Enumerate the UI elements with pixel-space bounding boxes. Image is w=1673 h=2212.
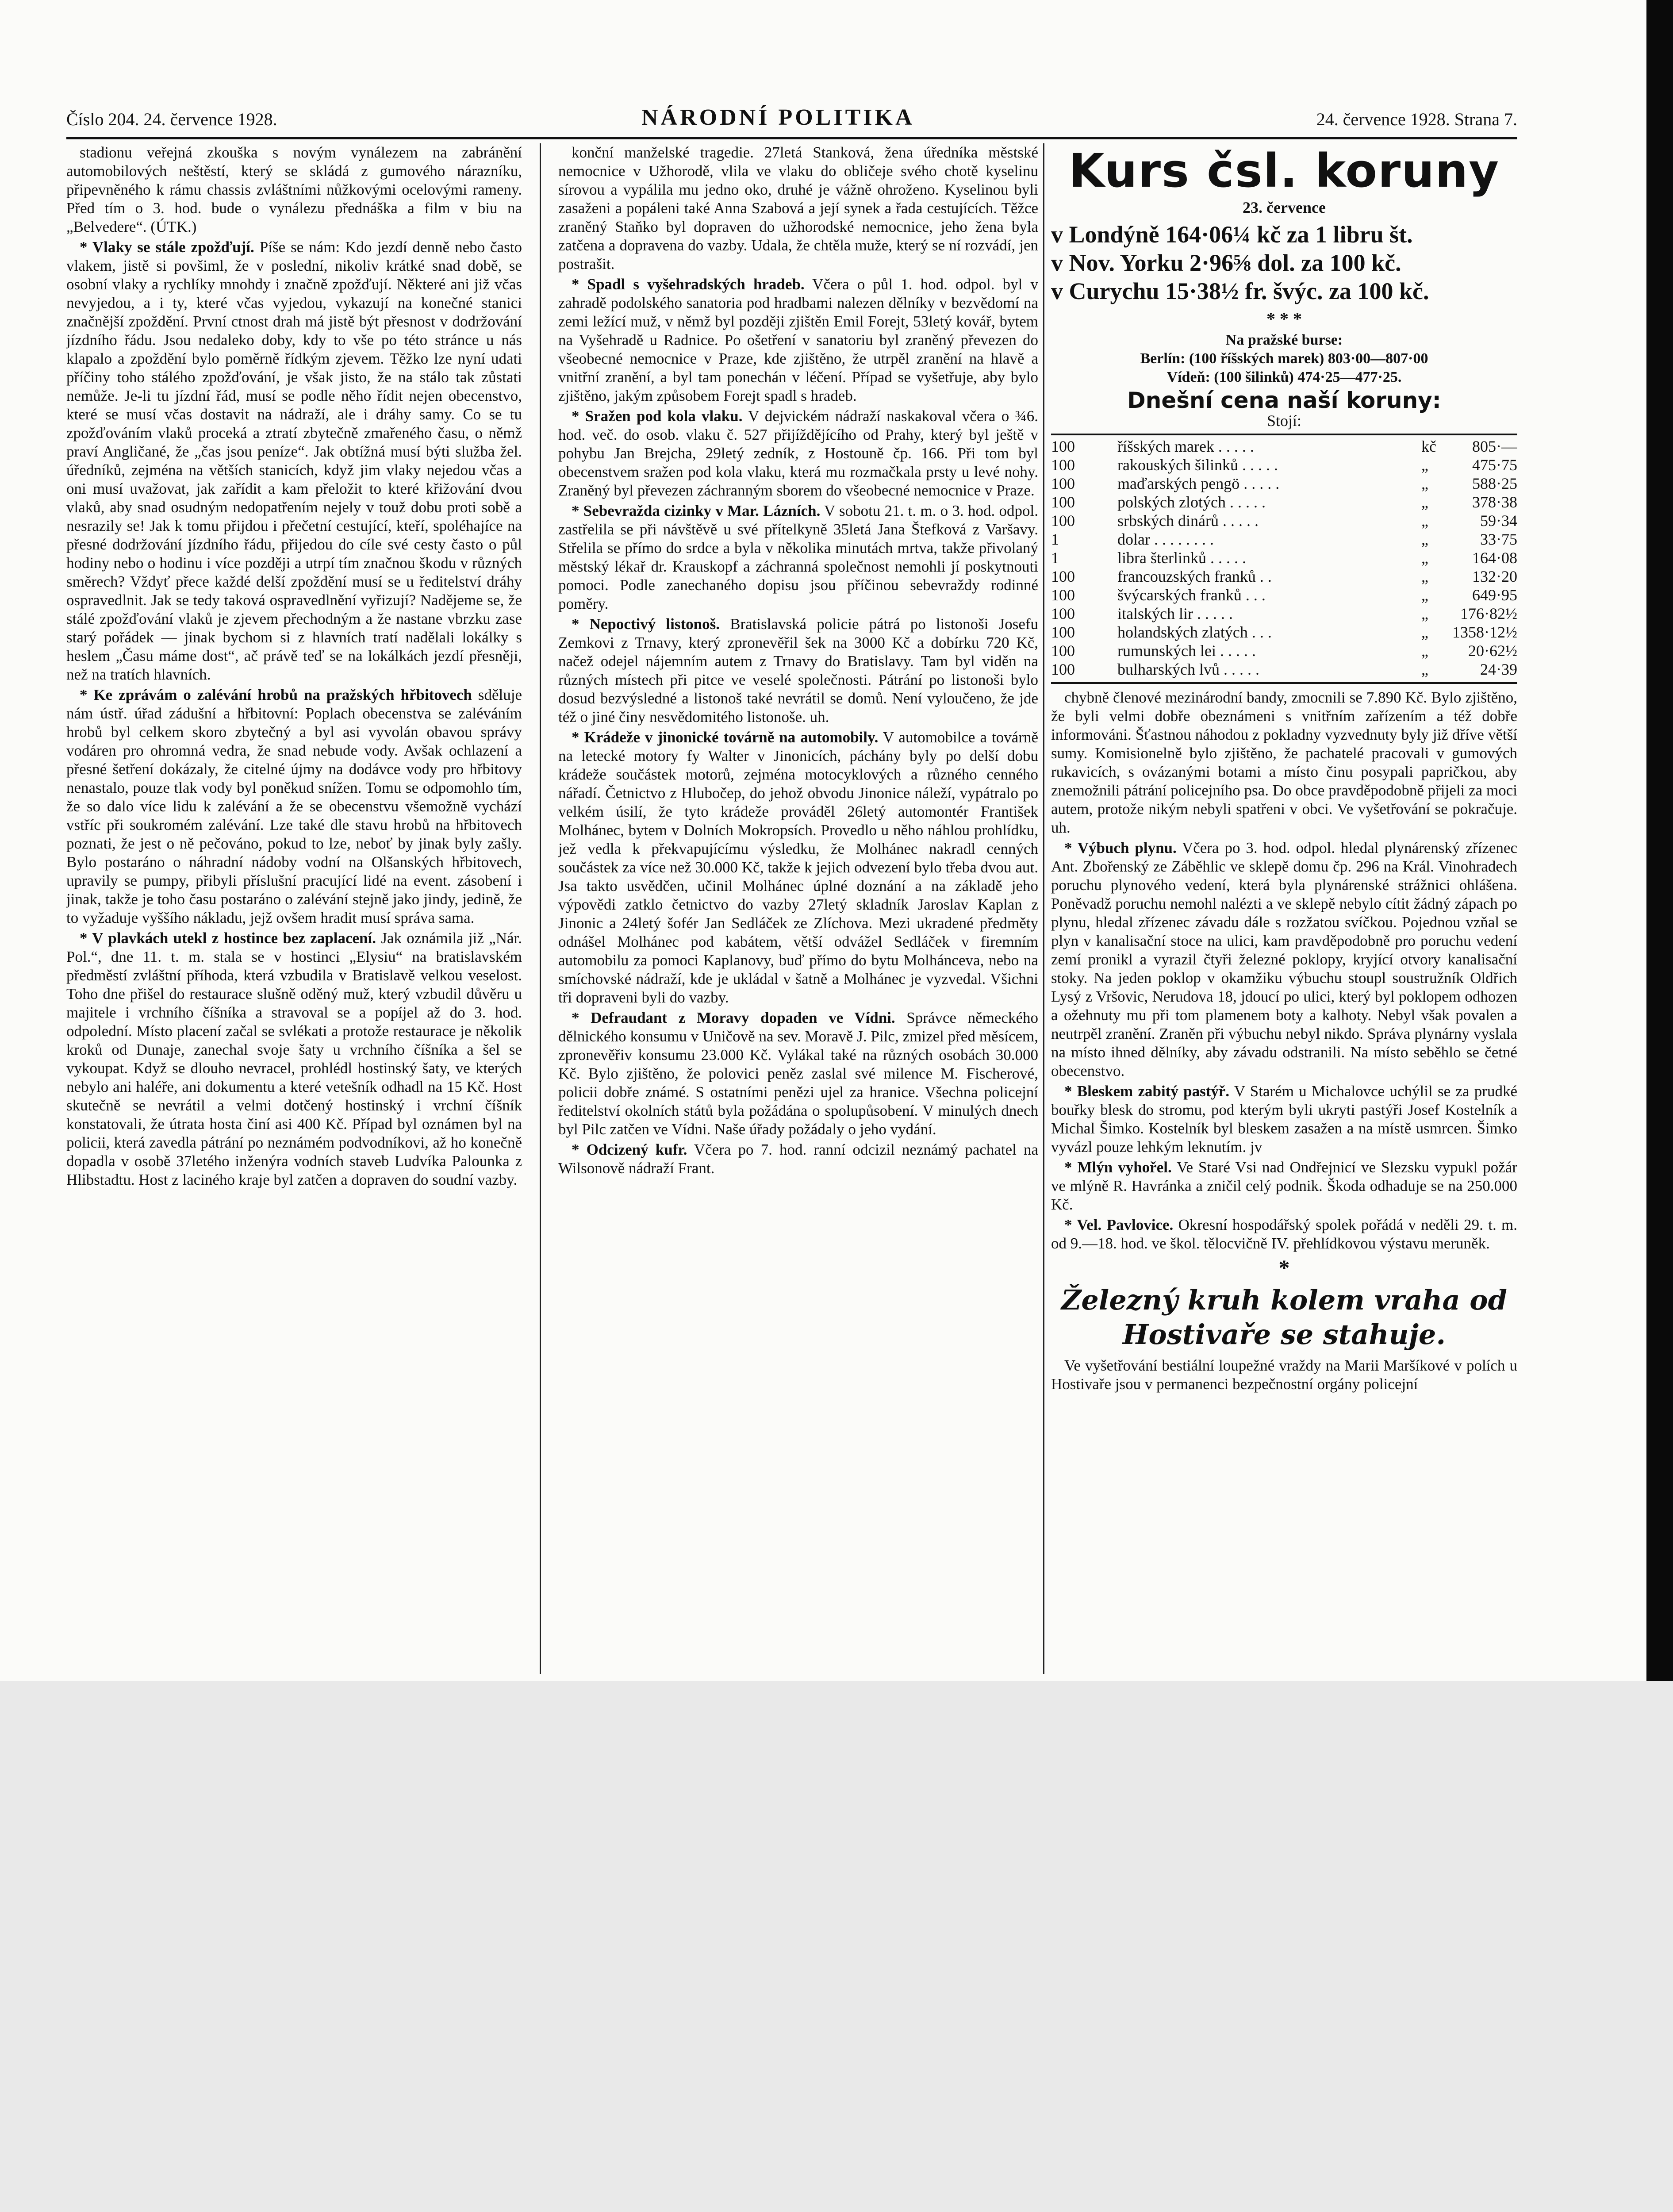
rate-amount: 100 <box>1051 568 1075 585</box>
rate-currency: dolar . . . . . . . . <box>1117 530 1214 548</box>
rate-currency: rumunských lei . . . . . <box>1117 642 1256 660</box>
rate-unit: „ <box>1421 512 1428 530</box>
article-paragraph: * Mlýn vyhořel. Ve Staré Vsi nad Ondřejnicí ve Slezsku vypukl požár ve mlýně R. Havránka a zničil celý podnik. Škoda odhaduje se na 250.000 Kč. <box>1051 1159 1517 1213</box>
rate-row <box>1051 623 1517 641</box>
column-left <box>66 143 522 1674</box>
rate-unit: „ <box>1421 605 1428 622</box>
article-paragraph: * Odcizený kufr. Včera po 7. hod. ranní odcizil neznámý pachatel na Wilsonově nádraží Frant. <box>558 1141 1038 1177</box>
column-divider <box>1043 143 1044 1674</box>
article-paragraph: konční manželské tragedie. 27letá Stanková, žena úředníka městské nemocnice v Užhorodě, vlila ve vlaku do obličeje svého chotě kyselinu sírovou a vypálila mu jedno oko, druhé je vážně ohroženo. Kyselinou byli zasaženi a popáleni také Anna Szabová a její synek a řada cestujících. Těžce zraněný Staňko byl dopraven do užhorodské nemocnice, jeho žena byla zatčena a dopravena do vazby. Udala, že chtěla muže, který se ní rozvádí, jen postrašit. <box>558 144 1038 273</box>
rate-unit: „ <box>1421 586 1428 604</box>
rate-currency: srbských dinárů . . . . . <box>1117 512 1259 530</box>
bourse-berlin: Berlín: (100 říšských marek) 803·00—807·00 <box>1140 350 1428 367</box>
rate-currency: maďarských pengö . . . . . <box>1117 475 1280 492</box>
rate-row <box>1051 660 1517 679</box>
rate-currency: francouzských franků . . <box>1117 568 1272 585</box>
rate-row <box>1051 604 1517 623</box>
rate-unit: „ <box>1421 623 1428 641</box>
rate-unit: „ <box>1421 475 1428 492</box>
article-paragraph: stadionu veřejná zkouška s novým vynálezem na zabránění automobilových neštěstí, který se skládá z gumového nárazníku, připevněného k rámu chassis zvláštními nůžkovými ocelovými rameny. Před tím o 3. hod. bude o vynálezu přednáška a film v biu na „Belvedere“. (ÚTK.) <box>66 144 522 235</box>
rate-value: 588·25 <box>1472 475 1517 492</box>
rate-currency: rakouských šilinků . . . . . <box>1117 456 1278 474</box>
article-paragraph: * Výbuch plynu. Včera po 3. hod. odpol. hledal plynárenský zřízenec Ant. Zbořenský ze Záběhlic ve sklepě domu čp. 296 na Král. Vinohradech poruchu plynového vedení, která byla plynárenské strážnici ohlášena. Poněvadž poruchu nemohl nalézti a ve sklepě nebylo cítit žádný zápach po plynu, hledal zřízenec závadu dále s rozžatou svíčkou. Pojednou vzňal se plyn v kanalisační stoce na ulici, kam pravděpodobně pro poruchu vedení zemí pronikl a vyrazil čtyři železné poklopy, kryjící otvory kanalisační stoky. Na jeden poklop v okamžiku výbuchu stoupl soustružník Oldřich Lysý z Vršovic, Nerudova 18, jdoucí po ulici, který byl poklopem odhozen a ožehnuty mu při tom plamenem boty a kalhoty. Nebyl však povalen a neutrpěl zranění. Zraněn při výbuchu nebyl nikdo. Správa plynárny vyslala na místo ihned dělníky, aby závadu odstranili. Na místo seběhlo se četné obecenstvo. <box>1051 839 1517 1079</box>
rate-currency: holandských zlatých . . . <box>1117 623 1272 641</box>
rate-amount: 100 <box>1051 623 1075 641</box>
column-divider <box>540 143 541 1674</box>
rate-row <box>1051 437 1517 456</box>
article-paragraph: * Nepoctivý listonoš. Bratislavská policie pátrá po listonoši Josefu Zemkovi z Trnavy, který zpronevěřil šek na 3000 Kč a dobírku 720 Kč, načež odejel nájemním autem z Trnavy do Bratislavy. Tam byl viděn na různých místech při pitce ve veselé společnosti. Pátrání po listonoši bylo dosud bezvýsledné a listonoš také nevrátil se domů. Není vyloučeno, že jde též o jiné činy nesvědomitého listonoše. uh. <box>558 615 1038 726</box>
rate-new-york: v Nov. Yorku 2·96⅝ dol. za 100 kč. <box>1051 250 1401 276</box>
rate-value: 24·39 <box>1480 661 1517 678</box>
costs-label: Stojí: <box>1266 412 1302 430</box>
article-paragraph: * Spadl s vyšehradských hradeb. Včera o půl 1. hod. odpol. byl v zahradě podolského sanatoria pod hradbami nalezen dělníky v bezvědomí na zemi ležící muž, v němž byl později zjištěn Emil Forejt, 53letý kovář, bytem na Vyšehradě u Radnice. Po ošetření v sanatoriu byl zraněný převezen do všeobecné nemocnice v Praze, kde zjištěno, že utrpěl zranění na hlavě a vnitřní zranění, a byl tam ponechán v léčení. Případ se vyšetřuje, aby bylo zjištěno, jakým způsobem Forejt spadl s hradeb. <box>558 276 1038 404</box>
rate-value: 132·20 <box>1472 568 1517 585</box>
rate-unit: „ <box>1421 568 1428 585</box>
rate-value: 378·38 <box>1472 493 1517 511</box>
rate-value: 1358·12½ <box>1452 623 1517 641</box>
rate-amount: 100 <box>1051 642 1075 660</box>
article-headline: Železný kruh kolem vraha od Hostivaře se stahuje. <box>1061 1284 1507 1351</box>
rate-currency: říšských marek . . . . . <box>1117 438 1254 455</box>
rate-value: 649·95 <box>1472 586 1517 604</box>
rate-unit: „ <box>1421 530 1428 548</box>
rates-table-box <box>1051 434 1517 684</box>
rates-table <box>1051 437 1517 679</box>
rate-unit: „ <box>1421 661 1428 678</box>
page-header <box>66 104 1517 135</box>
rate-value: 20·62½ <box>1468 642 1517 660</box>
article-paragraph: * Krádeže v jinonické továrně na automobily. V automobilce a továrně na letecké motory fy Walter v Jinonicích, páchány byly po delší dobu krádeže součástek motorů, zejména motocyklových a různého cenného nářadí. Četnictvo z Hlubočep, do jehož obvodu Jinonice náleží, vypátralo po velkém úsilí, že tyto krádeže prováděl 26letý automontér František Molhánec, bytem v Dolních Mokropsích. Provedlo u něho náhlou prohlídku, jež vedla k překvapujícímu výsledku, že Molhánec nakradl cenných součástek za více než 30.000 Kč, takže k jejich odvezení bylo třeba dvou aut. Jsa takto usvědčen, učinil Molhánec úplné doznání a na základě jeho výpovědi zatklo četnictvo do vazby 27letý skladník Jaroslav Kaplan z Jinonic a 24letý šofér Jan Sedláček ze Zlíchova. Mezi ukradené předměty odnášel Molhánec pod kabátem, větší odvážel Sedláček v firemním automobilu za pomoci Kaplanovy, buď přímo do bytu Molhánceva, nebo na smíchovské nádraží, kde je ukládal v šatně a Molhánec je vyzvedal. Všichni tři dopraveni byli do vazby. <box>558 729 1038 1006</box>
rate-unit: „ <box>1421 549 1428 567</box>
rate-unit: „ <box>1421 642 1428 660</box>
rate-value: 475·75 <box>1472 456 1517 474</box>
article-paragraph: * Sebevražda cizinky v Mar. Lázních. V sobotu 21. t. m. o 3. hod. odpol. zastřelila se při návštěvě u své přítelkyně 35letá Jana Štefková z Varšavy. Střelila se přímo do srdce a byla v několika minutách mrtva, takže přivolaný městský lékař dr. Krauskopf a záchranná společnost nemohli jí poskytnouti pomoci. Podle zanechaného dopisu jsou příčinou sebevraždy rodinné poměry. <box>558 502 1038 612</box>
rate-currency: polských zlotých . . . . . <box>1117 493 1266 511</box>
rate-value: 164·08 <box>1472 549 1517 567</box>
rate-row <box>1051 456 1517 474</box>
bourse-heading: Na pražské burse: <box>1225 332 1343 348</box>
rate-currency: libra šterlinků . . . . . <box>1117 549 1246 567</box>
rate-currency: švýcarských franků . . . <box>1117 586 1266 604</box>
rate-amount: 100 <box>1051 438 1075 455</box>
rate-london: v Londýně 164·06¼ kč za 1 libru št. <box>1051 221 1413 248</box>
rate-value: 33·75 <box>1480 530 1517 548</box>
rate-row <box>1051 586 1517 604</box>
rate-row <box>1051 493 1517 511</box>
rate-amount: 100 <box>1051 512 1075 530</box>
rate-amount: 100 <box>1051 475 1075 492</box>
article-paragraph: * Vlaky se stále zpožďují. Píše se nám: Kdo jezdí denně nebo často vlakem, jistě si povšiml, že v poslední, nikoliv krátké snad době, se osobní vlaky a rychlíky mnohdy i značně zpožďují. Některé ani již včas nevyjedou, a i ty, které včas vyjedou, vykazují na konečné stanici značnější zpoždění. První ctnost drah má jistě být přesnost v dodržování jízdního řádu. Jsou nedaleko doby, kdy to vše po této stránce u nás klapalo a zpoždění bylo poměrně řídkým zjevem. Těžko lze nyní udati příčiny toho stálého zpožďování, je však jisto, že na stálo tak zůstati nemůže. Je-li tu jízdní řád, musí se podle něho řídit nejen obecenstvo, které se musí včas dostavit na nádraží, ale i dráhy samy. Co se tu zpožďováním vlaků proceká a ztratí zbytečně zmařeného času, o němž praví Angličané, že „čas jsou peníze“. Jak obtížná musí býti služba žel. úředníků, zejména na větších stanicích, když jim vlaky nejedou včas a oni musí uvažovat, jak zařídit a kam přeložit to které křižování dvou vlaků, aby snad osudným nedopatřením nejely v touž dobu proti sobě a nesrazily se! Jak k tomu přijdou i přečetní cestující, kteří, spoléhajíce na přesné dodržování jízdního řádu, přijedou do cíle své cesty často o půl hodiny nebo o hodinu i více později a utrpí tím značnou škodu v různých směrech? Vždyť přece každé delší zpoždění musí se u ředitelství dráhy ospravedlnit. Jak se tedy taková ospravedlnění vyřizují? Nadějeme se, že stálé zpožďování vlaků je zjevem přechodným a že nastane vbrzku zase starý pořádek — jinak bychom si z hlavních tratí nadělali lokálky s heslem „Času máme dost“, ač právě teď se na lokálkách jezdí přesněji, než na tratích hlavních. <box>66 238 522 683</box>
rate-amount: 1 <box>1051 549 1059 567</box>
currency-title: Kurs čsl. koruny <box>1068 144 1500 198</box>
rate-row <box>1051 567 1517 586</box>
masthead-title: NÁRODNÍ POLITIKA <box>641 105 915 130</box>
separator-stars: * * * <box>1266 309 1302 329</box>
article-paragraph: Ve vyšetřování bestiální loupežné vraždy na Marii Maršíkové v polích u Hostivaře jsou v permanenci bezpečnostní orgány policejní <box>1051 1357 1517 1393</box>
rate-value: 176·82½ <box>1460 605 1517 622</box>
page-number: 24. července 1928. Strana 7. <box>1316 109 1517 129</box>
rate-amount: 100 <box>1051 456 1075 474</box>
rate-row <box>1051 511 1517 530</box>
article-paragraph: * Vel. Pavlovice. Okresní hospodářský spolek pořádá v neděli 29. t. m. od 9.—18. hod. ve škol. tělocvičně IV. přehlídkovou výstavu meruněk. <box>1051 1216 1517 1252</box>
currency-box <box>1051 146 1517 684</box>
rate-row <box>1051 549 1517 567</box>
rate-currency: bulharských lvů . . . . . <box>1117 661 1259 678</box>
header-rule <box>66 137 1517 139</box>
rate-amount: 100 <box>1051 493 1075 511</box>
rate-unit: kč <box>1421 438 1436 455</box>
rate-amount: 100 <box>1051 661 1075 678</box>
rate-row <box>1051 530 1517 549</box>
section-star: * <box>1278 1255 1290 1280</box>
article-paragraph: * Defraudant z Moravy dopaden ve Vídni. Správce německého dělnického konsumu v Uničově na sev. Moravě J. Pilc, zmizel před měsícem, zpronevěřiv konsumu 23.000 Kč. Vylákal také na různých osobách 30.000 Kč. Bylo zjištěno, že polovici peněz zaslal své milence M. Fischerové, policii dobře známé. S ostatními penězi ujel za hranice. Všechna policejní ředitelství okolních států byla požádána o spolupůsobení. V minulých dnech byl Pilc zatčen ve Vídni. Naše úřady požádaly o jeho vydání. <box>558 1009 1038 1138</box>
rate-row <box>1051 641 1517 660</box>
crown-price-title: Dnešní cena naší koruny: <box>1127 388 1441 413</box>
article-paragraph: * Ke zprávám o zalévání hrobů na pražských hřbitovech sděluje nám ústř. úřad zádušní a hřbitovní: Poplach obecenstva se zaléváním hrobů byl celkem skoro zbytečný a byl asi vyvolán obavou správy vodáren pro ohromná vedra, že snad nebude vody. Avšak ochlazení a přesné šetření dokázaly, že citelné újmy na dodávce vody pro hřbitovy nenastalo, pouze tlak vody byl poněkud snížen. Tomu se odpomohlo tím, že so dalo více lidu k zalévání a že se obecenstvu všemožně vychází vstříc při soukromém zalévání. Lze také dle stavu hrobů na hřbitovech poznati, že jest o ně pečováno, pokud to lze, neboť by jinak byly zašly. Bylo postaráno o náhradní nádoby vodní na Olšanských hřbitovech, upravily se pumpy, přibyli příslušní pracující lidé na event. zásobení i jinak, takže je toho času postaráno o zalévání stejně jako jindy, jedině, že to vyžaduje vyššího nákladu, jejž ovšem hradit musí správa sama. <box>66 686 522 926</box>
rate-unit: „ <box>1421 493 1428 511</box>
scan-edge-bar <box>1646 0 1673 1681</box>
issue-number: Číslo 204. 24. července 1928. <box>66 109 277 129</box>
article-paragraph: * V plavkách utekl z hostince bez zaplacení. Jak oznámila již „Nár. Pol.“, dne 11. t. m. stala se v hostinci „Elysiu“ na bratislavském předměstí zvláštní příhoda, která vzbudila v Bratislavě velkou veselost. Toho dne přišel do restaurace slušně oděný muž, který vzbudil důvěru u majitele i vrchního číšníka a stravoval se a popíjel až do 3. hod. odpolední. Místo placení začal se svlékati a protože restaurace je několik kroků od Dunaje, zanechal svoje šaty u vrchního číšníka a šel se vykoupat. Když se dlouho nevracel, prohlédl hostinský šaty, ve kterých nebylo ani haléře, ani dokumentu a které vetešník odhadl na 15 Kč. Host skutečně se nevrátil a velmi dotčený hostinský i vrchní číšník konstatovali, že útrata hosta činí asi 400 Kč. Případ byl oznámen byl na policii, která zavedla pátrání po neznámém podvodníkovi, až ho konečně dopadla v osobě 37letého inženýra vodních staveb Ludvíka Palounka z Hlibstadtu. Host z laciného kraje byl zatčen a dopraven do soudní vazby. <box>66 929 522 1188</box>
rate-row <box>1051 474 1517 493</box>
column-right <box>1051 143 1517 1674</box>
rate-value: 805·— <box>1472 438 1517 455</box>
article-paragraph: chybně členové mezinárodní bandy, zmocnili se 7.890 Kč. Bylo zjištěno, že byli velmi dobře obeznámeni s vnitřním zařízením a též dobře informováni. Šťastnou náhodou z pokladny vyzvednuty byly již dříve větší sumy. Komisionelně bylo zjištěno, že pachatelé pracovali v gumových rukavicích, s ovázanými botami a místo činu posypali papričkou, aby znemožnili pátrání policejního psa. Do obce pravděpodobně přijeli za moci autem, protože nikým nebyli spatřeni v obci. Ve vyšetřování se pokračuje. uh. <box>1051 689 1517 836</box>
rate-amount: 1 <box>1051 530 1059 548</box>
rate-amount: 100 <box>1051 586 1075 604</box>
column-middle <box>558 143 1038 1674</box>
rate-zurich: v Curychu 15·38½ fr. švýc. za 100 kč. <box>1051 278 1429 304</box>
rate-currency: italských lir . . . . . <box>1117 605 1233 622</box>
article-paragraph: * Sražen pod kola vlaku. V dejvickém nádraží naskakoval včera o ¾6. hod. več. do osob. vlaku č. 527 přijíždějícího od Prahy, který byl ještě v pohybu Jan Brejcha, 29letý zedník, z Hostouně čp. 166. Při tom byl obecenstvem sražen pod kola vlaku, která mu rozmačkala prsty u levé nohy. Zraněný byl převezen záchranným sborem do všeobecné nemocnice v Praze. <box>558 407 1038 499</box>
currency-date: 23. července <box>1243 199 1326 216</box>
bourse-vienna: Vídeň: (100 šilinků) 474·25—477·25. <box>1166 369 1402 385</box>
rate-amount: 100 <box>1051 605 1075 622</box>
article-paragraph: * Bleskem zabitý pastýř. V Starém u Michalovce uchýlil se za prudké bouřky blesk do stromu, pod kterým byli ukryti pastýři Josef Kostelník a Michal Šimko. Kostelník byl bleskem zasažen a na místě usmrcen. Šimko vyvázl pouze lehkým leknutím. jv <box>1051 1083 1517 1156</box>
rate-unit: „ <box>1421 456 1428 474</box>
rate-value: 59·34 <box>1480 512 1517 530</box>
